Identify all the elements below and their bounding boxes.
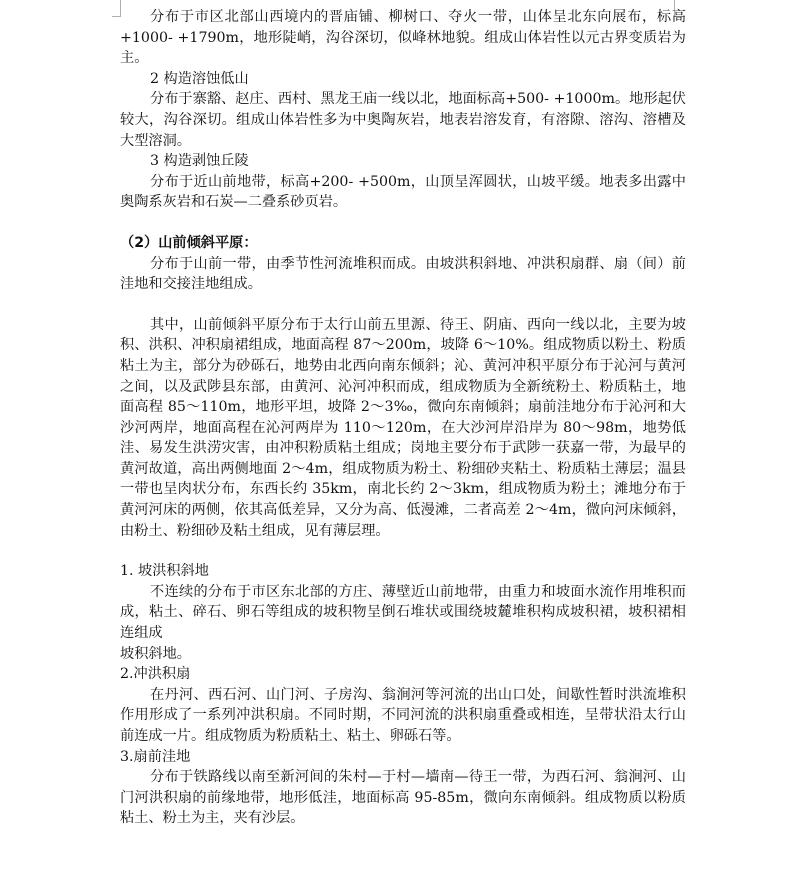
paragraph: 不连续的分布于市区东北部的方庄、薄壁近山前地带，由重力和坡面水流作用堆积而成，粘土、碎石、卵石等组成的坡积物呈倒石堆状或围绕坡麓堆积构成坡积裙，坡积裙相连组成 [120, 583, 686, 642]
subheading: 3 构造剥蚀丘陵 [150, 153, 249, 170]
list-heading: 3.扇前洼地 [120, 748, 191, 765]
paragraph: 分布于寨豁、赵庄、西村、黑龙王庙一线以北，地面标高+500- +1000m。地形起伏较大，沟谷深切。组成山体岩性多为中奥陶灰岩，地表岩溶发育，有溶隙、溶沟、溶槽及大型溶洞。 [120, 91, 686, 149]
section-title: （2）山前倾斜平原： [120, 234, 258, 251]
paragraph: 分布于铁路线以南至新河间的朱村—于村—墙南—待王一带，为西石河、翁涧河、山门河洪积扇的前缘地带，地形低洼，地面标高 95-85m，微向东南倾斜。组成物质以粉质粘土、粉土为主，夹有沙层。 [120, 769, 686, 827]
paragraph: 坡积斜地。 [120, 645, 191, 662]
paragraph: 其中，山前倾斜平原分布于太行山前五里源、待王、阴庙、西向一线以北，主要为坡积、洪积、冲积扇裙组成，地面高程 87～200m，坡降 6～10%。组成物质以粉土、粉质粘土为主，部分为砂砾石，地势由北西向南东倾斜；沁、黄河冲积平原分布于沁河与黄河之间，以及武陟县东部，由黄河、沁河冲积而成，组成物质为全新统粉土、粉质粘土，地面高程 85～110m，地形平坦，坡降 2～3‰，微向东南倾斜；扇前洼地分布于沁河和大沙河两岸，地面高程在沁河两岸为 110～120m，在大沙河岸沿岸为 80～98m，地势低洼、易发生洪涝灾害，由冲积粉质粘土组成；岗地主要分布于武陟一获嘉一带，为最早的黄河故道，高出两侧地面 2～4m，组成物质为粉土、粉细砂夹粘土、粉质粘土薄层；温县一带也呈肉状分布，东西长约 35km，南北长约 2～3km，组成物质为粉土；滩地分布于黄河河床的两侧，依其高低差异，又分为高、低漫滩，二者高差 2～4m，微向河床倾斜，由粉土、粉细砂及粘土组成，见有薄层理。 [120, 316, 686, 539]
paragraph: 分布于山前一带，由季节性河流堆积而成。由坡洪积斜地、冲洪积扇群、扇（间）前洼地和交接洼地组成。 [120, 255, 686, 293]
paragraph: 分布于近山前地带，标高+200- +500m，山顶呈浑圆状，山坡平缓。地表多出露中奥陶系灰岩和石炭—二叠系砂页岩。 [120, 173, 686, 211]
list-heading: 1. 坡洪积斜地 [120, 563, 209, 580]
subheading: 2 构造溶蚀低山 [150, 70, 249, 87]
paragraph: 分布于市区北部山西境内的晋庙铺、柳树口、夺火一带，山体呈北东向展布，标高+1000- +1790m，地形陡峭，沟谷深切，似峰林地貌。组成山体岩性以元古界变质岩为主。 [120, 9, 686, 67]
list-heading: 2.冲洪积扇 [120, 666, 191, 683]
document-body [120, 7, 686, 829]
paragraph: 在丹河、西石河、山门河、子房沟、翁涧河等河流的出山口处，间歇性暂时洪流堆积作用形成了一系列冲洪积扇。不同时期，不同河流的洪积扇重叠或相连，呈带状沿太行山前连成一片。组成物质为粉质粘土、粘土、卵砾石等。 [120, 686, 686, 744]
